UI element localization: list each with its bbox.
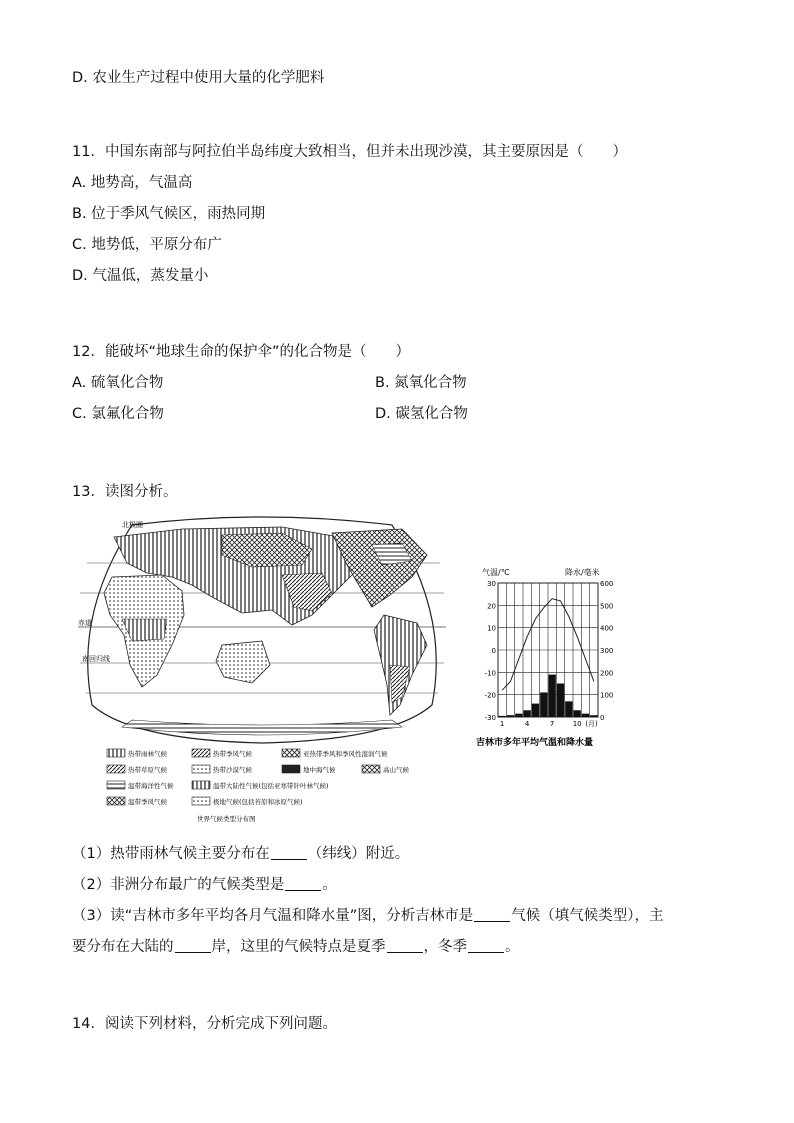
precip-bar (524, 710, 531, 717)
q13-sub3-text-e: ，冬季 (423, 939, 467, 955)
precip-bar (515, 714, 522, 717)
q10-option-d: D. 农业生产过程中使用大量的化学肥料 (72, 70, 325, 86)
answer-blank[interactable] (271, 845, 307, 860)
q13-sub1 (72, 844, 409, 864)
temp-tick-label: 0 (491, 647, 496, 655)
temp-tick-label: 20 (487, 602, 496, 611)
q13-sub1-text-b: （纬线）附近。 (307, 846, 410, 862)
temp-tick-label: 10 (487, 624, 496, 633)
precip-tick-label: 600 (600, 580, 614, 588)
q13-sub3-text-b: 气候（填气候类型），主 (511, 908, 664, 924)
map-label-equator: 赤道 (78, 619, 92, 627)
month-tick-label: 4 (524, 720, 530, 728)
precip-tick-label: 400 (600, 624, 614, 633)
legend-item: 温带海洋性气候 (128, 782, 174, 790)
map-label-arctic: 北极圈 (122, 521, 143, 529)
answer-blank[interactable] (474, 907, 510, 922)
map-label-antarctic: 南回归线 (82, 655, 110, 663)
answer-blank[interactable] (175, 938, 211, 953)
q11-option-d: D. 气温低，蒸发量小 (72, 268, 209, 284)
answer-blank[interactable] (285, 876, 321, 891)
world-climate-map (72, 515, 452, 827)
q13-sub2 (72, 875, 337, 895)
temp-ticks (485, 580, 496, 722)
q13-sub2-text-a: （2）非洲分布最广的气候类型是 (72, 877, 285, 893)
temp-tick-label: 30 (487, 580, 496, 588)
precip-tick-label: 100 (600, 691, 614, 700)
precip-tick-label: 500 (600, 602, 614, 611)
q13-sub3-line2 (72, 937, 520, 957)
precip-bar (582, 714, 589, 717)
q13-sub3-text-c: 要分布在大陆的 (72, 939, 174, 955)
q12-stem: 12．能破坏“地球生命的保护伞”的化合物是（ ） (72, 344, 410, 360)
answer-blank[interactable] (387, 938, 423, 953)
chart-title: 吉林市多年平均气温和降水量 (476, 738, 594, 748)
legend-item: 极地气候(包括苔原和冰原气候) (213, 798, 303, 806)
q13-sub3-text-f: 。 (505, 939, 520, 955)
precip-tick-label: 300 (600, 647, 614, 655)
precip-bar (532, 704, 539, 717)
chart-ylabel-right: 降水/毫米 (565, 568, 600, 577)
month-ticks (500, 720, 598, 728)
precip-bar (565, 701, 572, 717)
map-legend (107, 749, 410, 823)
precip-bar (574, 710, 581, 717)
q13-stem: 13．读图分析。 (72, 484, 178, 500)
q13-sub1-text-a: （1）热带雨林气候主要分布在 (72, 846, 270, 862)
month-tick-label: 1 (499, 720, 505, 728)
month-tick-label: 7 (549, 720, 555, 728)
q13-sub2-text-b: 。 (322, 877, 337, 893)
temp-tick-label: -30 (484, 714, 496, 722)
q11-option-c: C. 地势低，平原分布广 (72, 237, 222, 253)
temp-tick-label: -20 (484, 691, 496, 700)
chart-xlabel: (月) (585, 720, 598, 728)
precip-tick-label: 0 (600, 714, 605, 722)
q14-stem: 14．阅读下列材料，分析完成下列问题。 (72, 1016, 337, 1032)
chart-ylabel-left: 气温/℃ (482, 568, 510, 577)
climate-chart (470, 565, 630, 750)
legend-item: 温带季风气候 (128, 798, 167, 806)
q11-option-b: B. 位于季风气候区，雨热同期 (72, 206, 266, 222)
precip-bar (557, 684, 564, 718)
q11-option-a: A. 地势高，气温高 (72, 175, 193, 191)
legend-item: 地中海气候 (303, 766, 336, 774)
legend-item: 热带沙漠气候 (213, 766, 252, 774)
precip-bar (590, 715, 597, 717)
q11-stem: 11．中国东南部与阿拉伯半岛纬度大致相当，但并未出现沙漠，其主要原因是（ ） (72, 144, 627, 160)
q12-option-a: A. 硫氧化合物 (72, 375, 164, 391)
q13-sub3-text-d: 岸，这里的气候特点是夏季 (211, 939, 386, 955)
month-tick-label: 10 (572, 720, 582, 728)
q12-option-c: C. 氯氟化合物 (72, 406, 164, 422)
legend-item: 热带雨林气候 (128, 750, 167, 758)
legend-item: 热带草原气候 (128, 766, 167, 774)
precip-bar (499, 716, 506, 717)
q12-option-d: D. 碳氢化合物 (375, 406, 468, 422)
q13-sub3-line1 (72, 906, 664, 926)
precip-ticks (600, 580, 613, 722)
precip-bar (549, 675, 556, 717)
map-caption: 世界气候类型分布图 (197, 815, 256, 823)
answer-blank[interactable] (468, 938, 504, 953)
legend-item: 高山气候 (383, 766, 409, 774)
q13-sub3-text-a: （3）读“吉林市多年平均各月气温和降水量”图，分析吉林市是 (72, 908, 474, 924)
temp-tick-label: -10 (484, 669, 496, 678)
legend-item: 温带大陆性气候(包括亚寒带针叶林气候) (213, 782, 329, 790)
precip-bar (507, 715, 514, 717)
q12-option-b: B. 氮氧化合物 (375, 375, 467, 391)
precip-bar (540, 692, 547, 717)
precip-tick-label: 200 (600, 669, 614, 678)
legend-item: 亚热带季风和季风性湿润气候 (303, 750, 388, 758)
legend-item: 热带季风气候 (213, 750, 252, 758)
